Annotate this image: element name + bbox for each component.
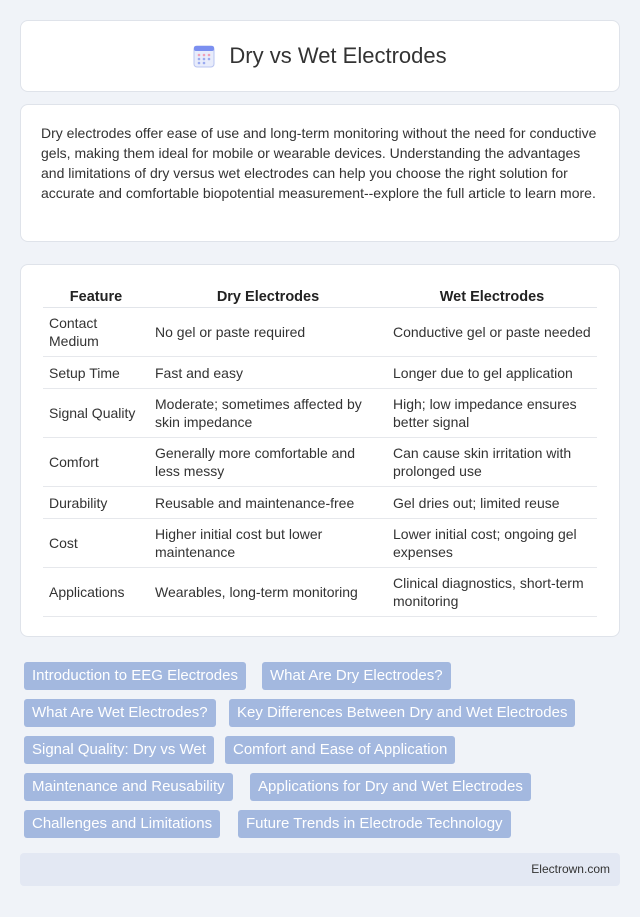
column-header-dry: Dry Electrodes: [149, 285, 387, 308]
tag-link[interactable]: Signal Quality: Dry vs Wet: [24, 736, 214, 764]
intro-card: [20, 104, 620, 242]
tag-link[interactable]: Comfort and Ease of Application: [225, 736, 455, 764]
table-cell: No gel or paste required: [149, 308, 387, 357]
tag-link[interactable]: What Are Wet Electrodes?: [24, 699, 216, 727]
table-cell: Longer due to gel application: [387, 357, 597, 389]
table-cell: Cost: [43, 519, 149, 568]
table-cell: High; low impedance ensures better signal: [387, 389, 597, 438]
table-cell: Applications: [43, 568, 149, 617]
table-cell: Gel dries out; limited reuse: [387, 487, 597, 519]
table-row: [43, 568, 597, 617]
tag-link[interactable]: Maintenance and Reusability: [24, 773, 233, 801]
table-cell: Durability: [43, 487, 149, 519]
header-card: [20, 20, 620, 92]
tag-link[interactable]: Key Differences Between Dry and Wet Electrodes: [229, 699, 575, 727]
table-cell: Conductive gel or paste needed: [387, 308, 597, 357]
table-header-row: [43, 285, 597, 308]
table-cell: Fast and easy: [149, 357, 387, 389]
comparison-table-card: [20, 264, 620, 637]
tag-link[interactable]: Introduction to EEG Electrodes: [24, 662, 246, 690]
tag-link[interactable]: Applications for Dry and Wet Electrodes: [250, 773, 531, 801]
table-row: [43, 308, 597, 357]
table-row: [43, 438, 597, 487]
tag-link[interactable]: Future Trends in Electrode Technology: [238, 810, 511, 838]
table-cell: Contact Medium: [43, 308, 149, 357]
tag-link[interactable]: What Are Dry Electrodes?: [262, 662, 451, 690]
comparison-table: [43, 285, 597, 617]
table-cell: Reusable and maintenance-free: [149, 487, 387, 519]
footer: [20, 853, 620, 886]
table-cell: Moderate; sometimes affected by skin impedance: [149, 389, 387, 438]
page-title: Dry vs Wet Electrodes: [229, 43, 447, 68]
tag-link[interactable]: Challenges and Limitations: [24, 810, 220, 838]
table-cell: Signal Quality: [43, 389, 149, 438]
table-row: [43, 519, 597, 568]
column-header-feature: Feature: [43, 285, 149, 308]
table-cell: Can cause skin irritation with prolonged use: [387, 438, 597, 487]
document-icon: [193, 44, 215, 68]
intro-text: Dry electrodes offer ease of use and long-term monitoring without the need for conductive gels, making them ideal for mobile or wearable devices. Understanding the advantages and limitations of dry versus wet electrodes can help you choose the right solution for accurate and comfortable biopotential measurement--explore the full article to learn more.: [41, 125, 597, 201]
table-cell: Lower initial cost; ongoing gel expenses: [387, 519, 597, 568]
table-row: [43, 487, 597, 519]
column-header-wet: Wet Electrodes: [387, 285, 597, 308]
table-row: [43, 389, 597, 438]
footer-site-name: Electrown.com: [531, 862, 610, 876]
table-row: [43, 357, 597, 389]
table-cell: Clinical diagnostics, short-term monitoring: [387, 568, 597, 617]
table-cell: Comfort: [43, 438, 149, 487]
table-cell: Higher initial cost but lower maintenance: [149, 519, 387, 568]
table-cell: Setup Time: [43, 357, 149, 389]
table-cell: Wearables, long-term monitoring: [149, 568, 387, 617]
table-cell: Generally more comfortable and less messy: [149, 438, 387, 487]
